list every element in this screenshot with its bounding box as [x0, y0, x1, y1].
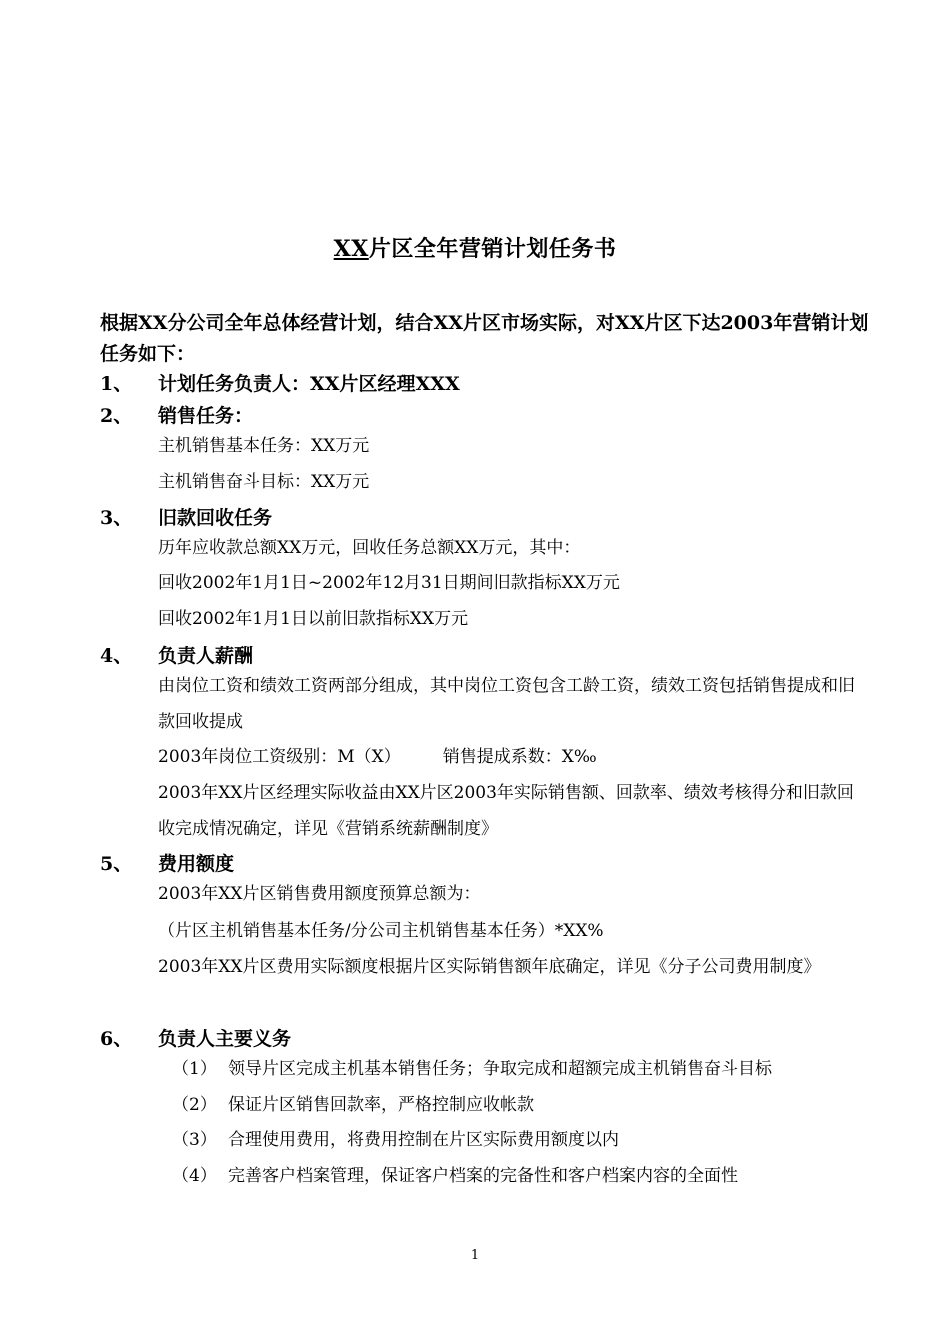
duty-number: （1） — [172, 1059, 217, 1079]
title-rest: 片区全年营销计划任务书 — [368, 236, 617, 262]
section-2-heading — [100, 401, 253, 431]
section-3-heading — [100, 503, 272, 533]
duty-item — [172, 1128, 619, 1152]
recovery-before-2002: 回收2002年1月1日以前旧款指标XX万元 — [158, 609, 469, 629]
section-4-heading — [100, 641, 253, 671]
section-number: 3、 — [100, 507, 133, 529]
section-5-heading — [100, 849, 234, 879]
section-title: 旧款回收任务 — [158, 507, 273, 529]
duty-number: （2） — [172, 1095, 217, 1115]
duty-text: 保证片区销售回款率，严格控制应收帐款 — [228, 1095, 534, 1115]
section-title: 费用额度 — [158, 853, 235, 875]
document-title — [0, 232, 950, 263]
section-1-heading — [100, 369, 460, 399]
duty-number: （4） — [172, 1166, 217, 1186]
recovery-2002-period: 回收2002年1月1日~2002年12月31日期间旧款指标XX万元 — [158, 573, 620, 593]
section-number: 6、 — [100, 1028, 133, 1050]
section-number: 5、 — [100, 853, 133, 875]
duty-item — [172, 1057, 772, 1081]
section-title: 计划任务负责人：XX片区经理XXX — [158, 373, 460, 395]
duty-number: （3） — [172, 1130, 217, 1150]
section-number: 4、 — [100, 645, 133, 667]
section-6-heading — [100, 1024, 291, 1054]
duty-text: 领导片区完成主机基本销售任务；争取完成和超额完成主机销售奋斗目标 — [228, 1059, 772, 1079]
expense-budget-label: 2003年XX片区销售费用额度预算总额为： — [158, 884, 481, 904]
duty-item — [172, 1164, 738, 1188]
expense-formula: （片区主机销售基本任务/分公司主机销售基本任务）*XX% — [158, 921, 604, 941]
salary-composition: 由岗位工资和绩效工资两部分组成，其中岗位工资包含工龄工资，绩效工资包括销售提成和旧款回收提成 — [158, 676, 855, 732]
sales-basic-task: 主机销售基本任务：XX万元 — [158, 436, 370, 456]
intro-paragraph: 根据XX分公司全年总体经营计划，结合XX片区市场实际，对XX片区下达2003年营销计划任务如下： — [100, 312, 869, 365]
title-prefix: XX — [333, 236, 369, 262]
duty-text: 合理使用费用，将费用控制在片区实际费用额度以内 — [228, 1130, 619, 1150]
income-determination: 2003年XX片区经理实际收益由XX片区2003年实际销售额、回款率、绩效考核得分和旧款回收完成情况确定，详见《营销系统薪酬制度》 — [158, 783, 854, 839]
section-number: 2、 — [100, 405, 133, 427]
page-number: 1 — [470, 1248, 480, 1263]
section-number: 1、 — [100, 373, 133, 395]
section-title: 负责人主要义务 — [158, 1028, 292, 1050]
duty-text: 完善客户档案管理，保证客户档案的完备性和客户档案内容的全面性 — [228, 1166, 738, 1186]
salary-grade-line — [158, 745, 597, 769]
sales-target: 主机销售奋斗目标：XX万元 — [158, 472, 370, 492]
expense-determination: 2003年XX片区费用实际额度根据片区实际销售额年底确定，详见《分子公司费用制度》 — [158, 957, 821, 977]
duty-item — [172, 1093, 534, 1117]
receivables-total: 历年应收款总额XX万元，回收任务总额XX万元，其中： — [158, 538, 581, 558]
section-title: 销售任务： — [158, 405, 254, 427]
salary-grade: 2003年岗位工资级别：M（X） — [158, 747, 401, 767]
section-title: 负责人薪酬 — [158, 645, 254, 667]
commission-coefficient: 销售提成系数：X‰ — [442, 747, 597, 767]
